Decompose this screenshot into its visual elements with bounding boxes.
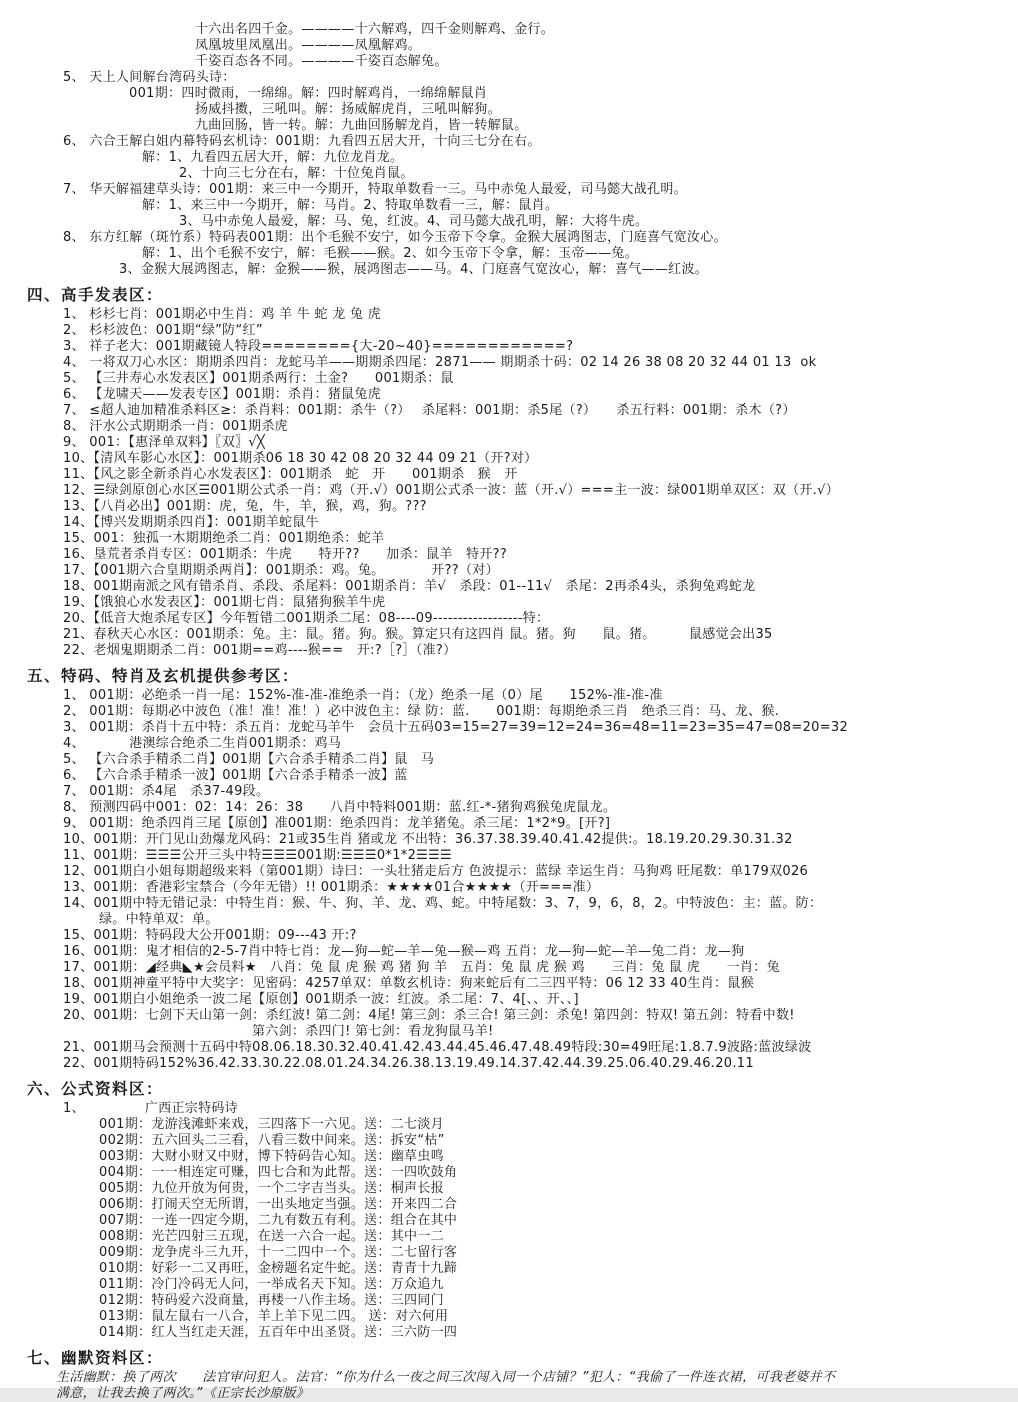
text-line: 004期：一一相连定可赚，四七合和为此帮。送：一四吹鼓角 xyxy=(99,1165,458,1180)
text-line: 002期：五六回头二三看，八看三数中间来。送：拆安“枯” xyxy=(99,1133,445,1148)
text-line: 001期：龙游浅滩虾来戏，三四落下一六见。送：二七淡月 xyxy=(99,1117,444,1132)
text-line: 解：1、九看四五居大开，解：九位龙肖龙。 xyxy=(142,150,404,165)
text-line: 6、 【六合杀手精杀一波】001期【六合杀手精杀一波】蓝 xyxy=(63,768,408,783)
text-line: 2、 001期：每期必中波色（准！准！准！）必中波色主：绿 防：蓝. 001期：每期绝杀三肖 绝杀三肖：马、龙、猴. xyxy=(63,704,780,719)
text-line: 011期：冷门冷码无人问，一举成名天下知。送：万众追九 xyxy=(99,1277,444,1292)
text-line: 十六出名四千金。————十六解鸡，四千金则解鸡、金行。 xyxy=(195,22,555,37)
text-line: 10、【清风车影心水区】：001期杀06 18 30 42 08 20 32 44 09 21（开?对） xyxy=(63,451,538,466)
text-line: 8、 东方红解（斑竹系）特码表001期：出个毛猴不安宁，如今玉帝下令拿。金猴大展鸿图志，门庭喜气宽汝心。 xyxy=(63,230,727,245)
text-line: 九曲回肠，皆一转。解：九曲回肠解龙肖，皆一转解鼠。 xyxy=(195,118,528,133)
text-line: 第六剑：杀四门! 第七剑：看龙狗鼠马羊! xyxy=(252,1024,494,1039)
text-line: 21、春秋天心水区：001期杀：兔。主：鼠。猪。狗。猴。算定只有这四肖 鼠。猪。狗 鼠。猪。 鼠感觉会出35 xyxy=(63,627,773,642)
text-line: 12、001期白小姐每期超级来料（第001期）诗曰：一头壮猪走后方 色波提示：蓝绿 幸运生肖：马狗鸡 旺尾数：单179双026 xyxy=(63,864,809,879)
text-line: 8、 汗水公式期期杀一肖：001期杀虎 xyxy=(63,419,288,434)
text-line: 7、 ≤超人迪加精准杀料区≥：杀肖料：001期：杀牛（?） 杀尾料：001期：杀5尾（?） 杀五行料：001期：杀木（?） xyxy=(63,403,796,418)
section-formula-data xyxy=(0,1079,1018,1341)
text-line: 16、垦荒者杀肖专区：001期杀：牛虎 特开?? 加杀：鼠羊 特开?? xyxy=(63,547,508,562)
text-line: 17、【001期六合皇期期杀两肖】：001期杀：鸡。兔。 开??（对） xyxy=(63,563,499,578)
text-line: 19、【饿狼心水发表区】：001期七肖：鼠猪狗猴羊牛虎 xyxy=(63,595,386,610)
text-line: 5、 天上人间解台湾码头诗： xyxy=(63,70,236,85)
text-line: 1、 001期：必绝杀一肖一尾：152%-准-准-准绝杀一肖：（龙）绝杀一尾（0）尾 152%-准-准-准 xyxy=(63,688,663,703)
text-line: 9、 001：【惠泽单双料】〖双〗√╳ xyxy=(63,435,266,450)
text-line: 012期：特码爱六没商量，再楼一八作主场。送：三四同门 xyxy=(99,1293,444,1308)
text-line: 7、 001期：杀4尾 杀37-49段。 xyxy=(63,784,270,799)
text-line: 18、001期南派之风有错杀肖、杀段、杀尾料：001期杀肖：羊√ 杀段：01--11√ 杀尾：2再杀4头，杀狗兔鸡蛇龙 xyxy=(63,579,756,594)
text-line: 5、 【三井寿心水发表区】001期杀两行：土金? 001期杀：鼠 xyxy=(63,371,454,386)
text-line: 20、【低音大炮杀尾专区】今年暂错二001期杀二尾：08----09------------------特： xyxy=(63,611,550,626)
text-line: 22、001期特码152%36.42.33.30.22.08.01.24.34.26.38.13.19.49.14.37.42.44.39.25.06.40.29.46.20.11 xyxy=(63,1056,754,1071)
text-line: 3、 001期：杀肖十五中特：杀五肖：龙蛇马羊牛 会员十五码03=15=27=39=12=24=36=48=11=23=35=47=08=20=32 xyxy=(63,720,849,735)
text-line: 1、 广西正宗特码诗 xyxy=(63,1101,238,1116)
text-line: 满意，让我去换了两次。”《正宗长沙原版》 xyxy=(56,1386,310,1401)
text-line: 2、 杉杉波色：001期“绿”防“红” xyxy=(63,323,263,338)
text-line: 2、十向三七分在右，解：十位兔肖鼠。 xyxy=(179,166,414,181)
text-line: 13、【八肖必出】001期：虎，兔，牛，羊，猴，鸡，狗。??? xyxy=(63,499,427,514)
text-line: 006期：打闹天空无所谓，一出头地定当强。送：开来四二合 xyxy=(99,1197,458,1212)
text-line: 15、001期：特码段大公开001期：09---43 开:? xyxy=(63,928,357,943)
text-line: 1、 杉杉七肖：001期必中生肖：鸡 羊 牛 蛇 龙 兔 虎 xyxy=(63,307,382,322)
text-line: 18、001期神童平特中大奖字：见密码：4257单双：单数玄机诗：狗来蛇后有二三四平特：06 12 33 40生肖：鼠猴 xyxy=(63,976,755,991)
text-line: 005期：九位开放为何贵，一个二字吉当头。送：桐声长报 xyxy=(99,1181,444,1196)
text-line: 11、001期：☰☰☰公开三头中特☰☰☰001期:☰☰☰0*1*2☰☰☰ xyxy=(63,848,453,863)
pre-section-riddle-lines xyxy=(0,22,1018,278)
text-line: 009期：龙争虎斗三九开，十一二四中一个。送：二七留行客 xyxy=(99,1245,458,1260)
text-line: 5、 【六合杀手精杀二肖】001期【六合杀手精杀二肖】鼠 马 xyxy=(63,752,435,767)
text-line: 14、001期中特无错记录：中特生肖：猴、牛、狗、羊、龙、鸡、蛇。中特尾数：3、7，9，6，8，2。中特波色：主：蓝。防： xyxy=(63,896,823,911)
text-line: 12、☰绿剑原创心水区☰001期公式杀一肖：鸡（开.√）001期公式杀一波：蓝（开.√）===主一波：绿001期单双区：双（开.√） xyxy=(63,483,840,498)
text-line: 3、金猴大展鸿图志，解：金猴——猴，展鸿图志——马。4、门庭喜气宽汝心，解：喜气——红波。 xyxy=(119,262,709,277)
text-line: 8、 预测四码中001：02：14：26：38 八肖中特料001期：蓝.红-*-猪狗鸡猴兔虎鼠龙。 xyxy=(63,800,617,815)
text-line: 007期：一连一四定今期，二九有数五有利。送：组合在其中 xyxy=(99,1213,458,1228)
text-line: 解：1、来三中一今期开，解：马肖。2、特取单数看一三，解：鼠肖。 xyxy=(142,198,559,213)
text-line: 014期：红人当红走天涯，五百年中出圣贤。送：三六防一四 xyxy=(99,1325,458,1340)
text-line: 3、马中赤兔人最爱，解：马、兔，红波。4、司马懿大战孔明，解：大将牛虎。 xyxy=(179,214,649,229)
text-line: 9、 001期：绝杀四肖三尾【原创】准001期：绝杀四肖：龙羊猪兔。杀三尾：1*2*9。[开?] xyxy=(63,816,611,831)
text-line: 11、【风之影全新杀肖心水发表区】：001期杀 蛇 开 001期杀 猴 开 xyxy=(63,467,518,482)
section-header: 七、幽默资料区： xyxy=(27,1349,164,1367)
text-line: 7、 华天解福建草头诗：001期：来三中一今期开，特取单数看一三。马中赤兔人最爱，司马懿大战孔明。 xyxy=(63,182,687,197)
text-line: 15、001：独孤一木期期绝杀二肖：001期绝杀：蛇羊 xyxy=(63,531,385,546)
text-line: 19、001期白小姐绝杀一波二尾【原创】001期杀一波：红波。杀二尾：7、4[、、开、、] xyxy=(63,992,579,1007)
text-line: 16、001期：鬼才相信的2-5-7肖中特七肖：龙—狗—蛇—羊—兔—猴—鸡 五肖：龙—狗—蛇—羊—兔二肖：龙—狗 xyxy=(63,944,745,959)
section-header: 六、公式资料区： xyxy=(27,1080,164,1098)
text-line: 008期：光芒四射三五现，在送一六合一起。送：其中一二 xyxy=(99,1229,444,1244)
text-line: 6、 【龙啸天——发表专区】001期：杀肖：猪鼠兔虎 xyxy=(63,387,382,402)
text-line: 6、 六合王解白姐内幕特码玄机诗：001期：九看四五居大开，十向三七分在右。 xyxy=(63,134,541,149)
text-line: 17、001期：◢经典◣★会员料★ 八肖：兔 鼠 虎 猴 鸡 猪 狗 羊 五肖：兔 鼠 虎 猴 鸡 三肖：兔 鼠 虎 一肖：兔 xyxy=(63,960,780,975)
section-header: 四、高手发表区： xyxy=(27,286,164,304)
text-line: 003期：大财小财又中财，博下特码告心知。送：幽草虫鸣 xyxy=(99,1149,444,1164)
text-line: 13、001期：香港彩宝禁合（今年无错）!! 001期杀：★★★★01合★★★★（开===准） xyxy=(63,880,600,895)
text-line: 扬威抖擞，三吼叫。解：扬威解虎肖，三吼叫解狗。 xyxy=(195,102,501,117)
text-line: 21、001期马会预测十五码中特08.06.18.30.32.40.41.42.43.44.45.46.47.48.49特段:30=49旺尾:1.8.7.9波路:蓝波绿波 xyxy=(63,1040,812,1055)
text-line: 22、老烟鬼期期杀二肖：001期==鸡----猴== 开:?［?］（准?） xyxy=(63,643,457,658)
section-header: 五、特码、特肖及玄机提供参考区： xyxy=(27,667,300,685)
text-line: 生活幽默：换了两次 法官审问犯人。法官：“你为什么一夜之间三次闯入同一个店铺？”犯人：“我偷了一件连衣裙，可我老婆并不 xyxy=(56,1370,836,1385)
text-line: 010期：好彩一二又再旺，金榜题名定牛蛇。送：青青十九蹄 xyxy=(99,1261,458,1276)
text-line: 14、【博兴发期期杀四肖】：001期羊蛇鼠牛 xyxy=(63,515,319,530)
text-line: 001期：四时微雨，一绵绵。解：四时解鸡肖，一绵绵解鼠肖 xyxy=(129,86,488,101)
text-line: 4、 一将双刀心水区：期期杀四肖：龙蛇马羊——期期杀四尾：2871—— 期期杀十码：02 14 26 38 08 20 32 44 01 13 ok xyxy=(63,355,817,370)
text-line: 绿。中特单双：单。 xyxy=(99,912,219,927)
text-line: 013期：鼠左鼠右一八合，羊上羊下见二四。 送：对六何用 xyxy=(99,1309,449,1324)
text-line: 4、 港澳综合绝杀二生肖001期杀：鸡马 xyxy=(63,736,342,751)
section-special-code-refs xyxy=(0,666,1018,1072)
section-expert-posts xyxy=(0,285,1018,659)
text-line: 3、 祥子老大：001期藏镜人特段========{大-20~40}============? xyxy=(63,339,574,354)
text-line: 凤凰坡里凤凰出。————凤凰解鸡。 xyxy=(195,38,422,53)
text-line: 解：1、出个毛猴不安宁，解：毛猴——猴。2、如今玉帝下令拿，解：玉帝——兔。 xyxy=(142,246,638,261)
text-line: 10、001期：开门见山劲爆龙风码：21或35生肖 猪或龙 不出特：36.37.38.39.40.41.42提供:。18.19.20.29.30.31.32 xyxy=(63,832,793,847)
text-line: 千姿百态各不同。————千姿百态解兔。 xyxy=(195,54,448,69)
text-line: 20、001期：七剑下天山第一剑：杀红波! 第二剑：4尾! 第三剑：杀三合! 第三剑：杀兔! 第四剑：特双! 第五剑：特看中数! xyxy=(63,1008,795,1023)
section-humor-data xyxy=(0,1348,1018,1402)
